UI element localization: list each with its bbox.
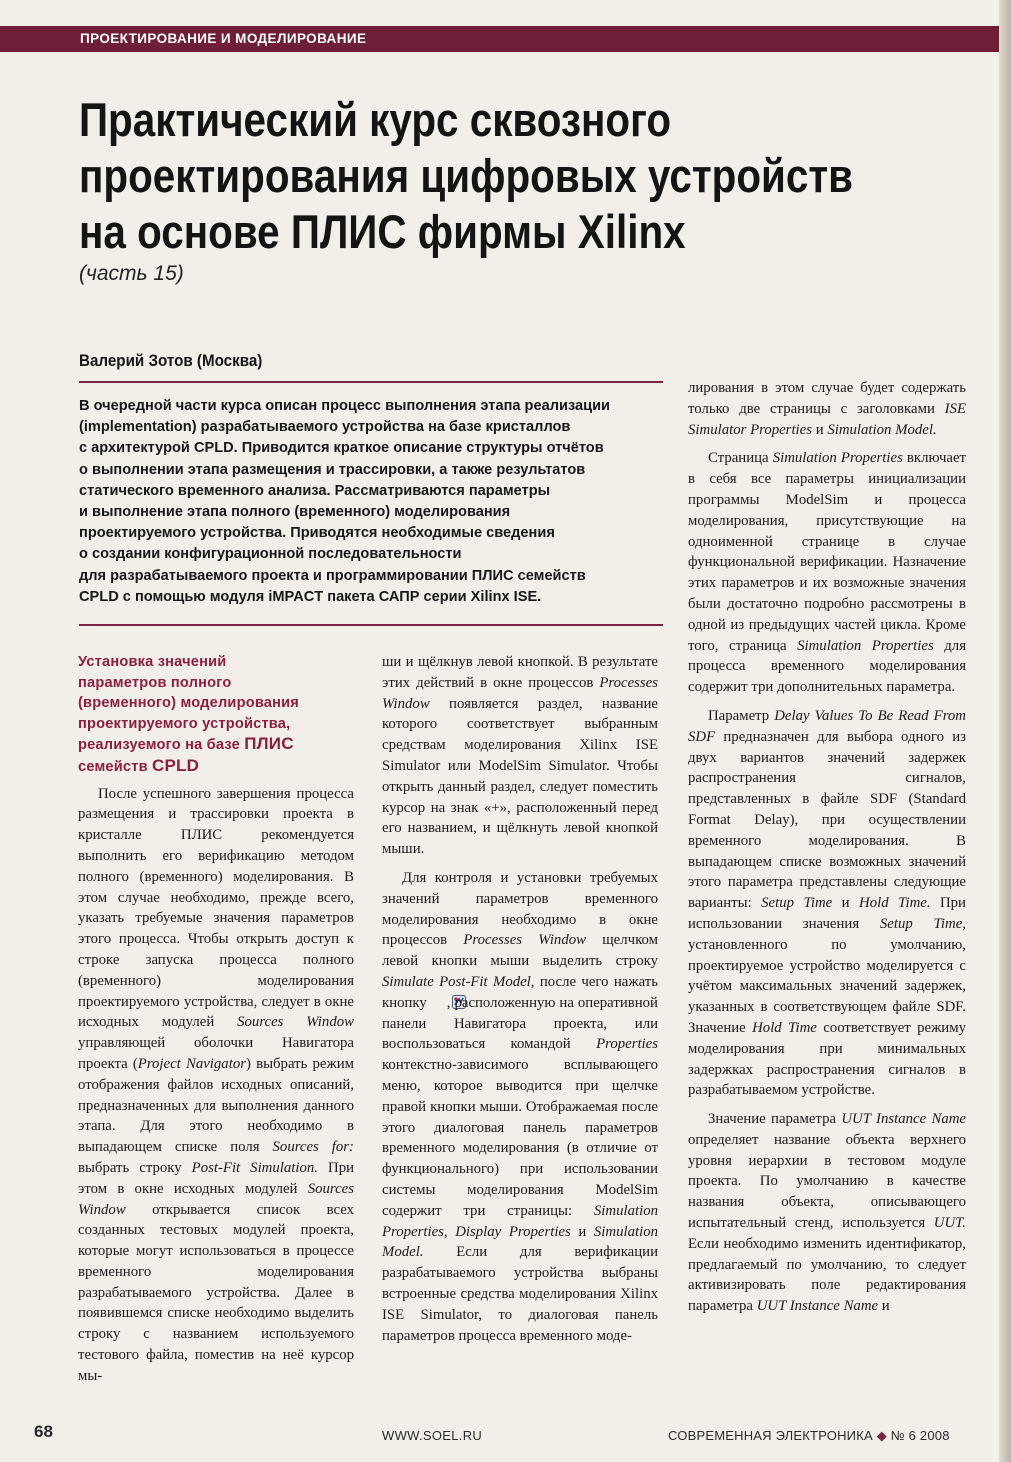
diamond-icon: ◆ <box>876 1428 887 1443</box>
page-number: 68 <box>34 1422 53 1441</box>
heading-line: проектируемого устройства, <box>78 715 291 732</box>
abstract-line: о выполнении этапа размещения и трассировки, а также результатов <box>79 461 586 478</box>
title-line-2: проектирования цифровых устройств <box>79 149 854 202</box>
title-line-1: Практический курс сквозного <box>79 93 672 146</box>
rule-below-abstract <box>79 624 663 626</box>
abstract-line: статического временного анализа. Рассматриваются параметры <box>79 482 551 499</box>
section-header-band <box>0 26 1000 52</box>
title-line-3: на основе ПЛИС фирмы Xilinx <box>79 205 686 258</box>
abstract-line: В очередной части курса описан процесс выполнения этапа реализации <box>79 398 611 414</box>
paragraph: лирования в этом случае будет содержать только две страницы с заголовками ISE Simulator Properties и Simulation Model. <box>688 380 966 438</box>
heading-line: Установка значений <box>78 654 227 670</box>
heading-plis: ПЛИС <box>244 734 294 754</box>
abstract-line: проектируемого устройства. Приводятся необходимые сведения <box>79 525 555 542</box>
abstract-line: для разрабатываемого проекта и программировании ПЛИС семейств <box>79 567 586 584</box>
abstract-line: с архитектурой CPLD. Приводится краткое описание структуры отчётов <box>79 440 604 457</box>
rule-above-abstract <box>79 381 663 383</box>
paragraph: ши и щёлкнув левой кнопкой. В результате этих действий в окне процессов Processes Window появляется раздел, название которого соответствует выбранным средствам моделирования Xilinx ISE Simulator или ModelSim Simulator. Чтобы открыть данный раздел, следует поместить курсор на знак «+», расположенный перед его названием, и щёлкнуть левой кнопкой мыши. <box>382 654 658 858</box>
heading-line: параметров полного <box>78 674 232 691</box>
column-1 <box>78 652 354 1387</box>
magazine-issue: СОВРЕМЕННАЯ ЭЛЕКТРОНИКА ◆ № 6 2008 <box>668 1428 950 1443</box>
column-3 <box>688 378 966 1317</box>
article-subtitle: (часть 15) <box>79 262 184 285</box>
paragraph: Параметр Delay Values To Be Read From SDF предназначен для выбора одного из двух вариантов значений задержек распространения сигналов, представленных в файле SDF (Standard Format Delay), при осуществлении временного моделирования. В выпадающем списке возможных значений этого параметра представлены следующие варианты: Setup Time и Hold Time. При использовании значения Setup Time, установленного по умолчанию, проектируемое устройство моделируется с учётом максимальных значений задержек, указанных в соответствующем файле SDF. Значение Hold Time соответствует режиму моделирования при минимальных задержках распространения сигналов в разрабатываемом устройстве. <box>688 707 966 1099</box>
column-2 <box>382 652 658 1346</box>
properties-button-icon <box>432 995 446 1009</box>
heading-line: семейств CPLD <box>78 755 200 775</box>
heading-cpld: CPLD <box>152 755 200 775</box>
abstract-line: о создании конфигурационной последовательности <box>79 546 462 563</box>
paragraph: Страница Simulation Properties включает в себя все параметры инициализации программы ModelSim и процесса моделирования, присутствующие на одноименной странице в случае функциональной верификации. Назначение этих параметров и их возможные значения были достаточно подробно рассмотрены в одной из предыдущих частей цикла. Кроме того, страница Simulation Properties для процесса временного моделирования содержит три дополнительных параметра. <box>688 450 967 696</box>
section-label: ПРОЕКТИРОВАНИЕ И МОДЕЛИРОВАНИЕ <box>80 31 367 46</box>
abstract-line: CPLD с помощью модуля iMPACT пакета САПР серии Xilinx ISE. <box>79 588 542 605</box>
paragraph: После успешного завершения процесса размещения и трассировки проекта в кристалле ПЛИС рекомендуется выполнить его верификацию методом полного (временного) моделирования. В этом случае необходимо, прежде всего, указать требуемые значения параметров этого процесса. Чтобы открыть доступ к строке запуска процесса полного (временного) моделирования проектируемого устройства, следует в окне исходных модулей Sources Window управляющей оболочки Навигатора проекта (Project Navigator) выбрать режим отображения файлов исходных описаний, предназначенных для выполнения данного этапа. Для этого необходимо в выпадающем списке поля Sources for: выбрать строку Post-Fit Simulation. При этом в окне исходных модулей Sources Window открывается список всех созданных тестовых модулей проекта, которые могут использоваться в процессе временного моделирования разрабатываемого устройства. Далее в появившемся списке необходимо выделить строку с названием используемого тестового файла, поместив на неё курсор мы- <box>78 785 355 1384</box>
author-byline: Валерий Зотов (Москва) <box>79 352 263 370</box>
heading-line: (временного) моделирования <box>78 695 300 712</box>
abstract-line: и выполнение этапа полного (временного) моделирования <box>79 504 511 521</box>
page-edge-shadow <box>999 0 1011 1462</box>
article-title <box>79 92 853 260</box>
abstract-line: (implementation) разрабатываемого устройства на базе кристаллов <box>79 419 571 436</box>
paragraph: Для контроля и установки требуемых значений параметров временного моделирования необходимо в окне процессов Processes Window щелчком левой кнопки мыши выделить строку Simulate Post-Fit Model, после чего нажать кнопку , расположенную на оперативной панели Навигатора проекта, или воспользоваться командой Properties контекстно-зависимого всплывающего меню, которое выводится при щелчке правой кнопки мыши. Отображаемая после этого диалоговая панель параметров временного моделирования (в отличие от функционального) при использовании системы моделирования ModelSim содержит три страницы: Simulation Properties, Display Properties и Simulation Model. Если для верификации разрабатываемого устройства выбраны встроенные средства моделирования Xilinx ISE Simulator, то диалоговая панель параметров процесса временного моде- <box>382 869 658 1344</box>
website-link[interactable]: WWW.SOEL.RU <box>382 1428 483 1443</box>
heading-line: реализуемого на базе ПЛИС <box>78 734 294 754</box>
abstract <box>79 396 669 608</box>
paragraph: Значение параметра UUT Instance Name определяет название объекта верхнего уровня иерархии в тестовом модуле проекта. По умолчанию в качестве названия объекта, описывающего испытательный стенд, используется UUT. Если необходимо изменить идентификатор, предлагаемый по умолчанию, то следует активизировать поле редактирования параметра UUT Instance Name и <box>688 1111 966 1315</box>
section-heading <box>78 652 354 778</box>
